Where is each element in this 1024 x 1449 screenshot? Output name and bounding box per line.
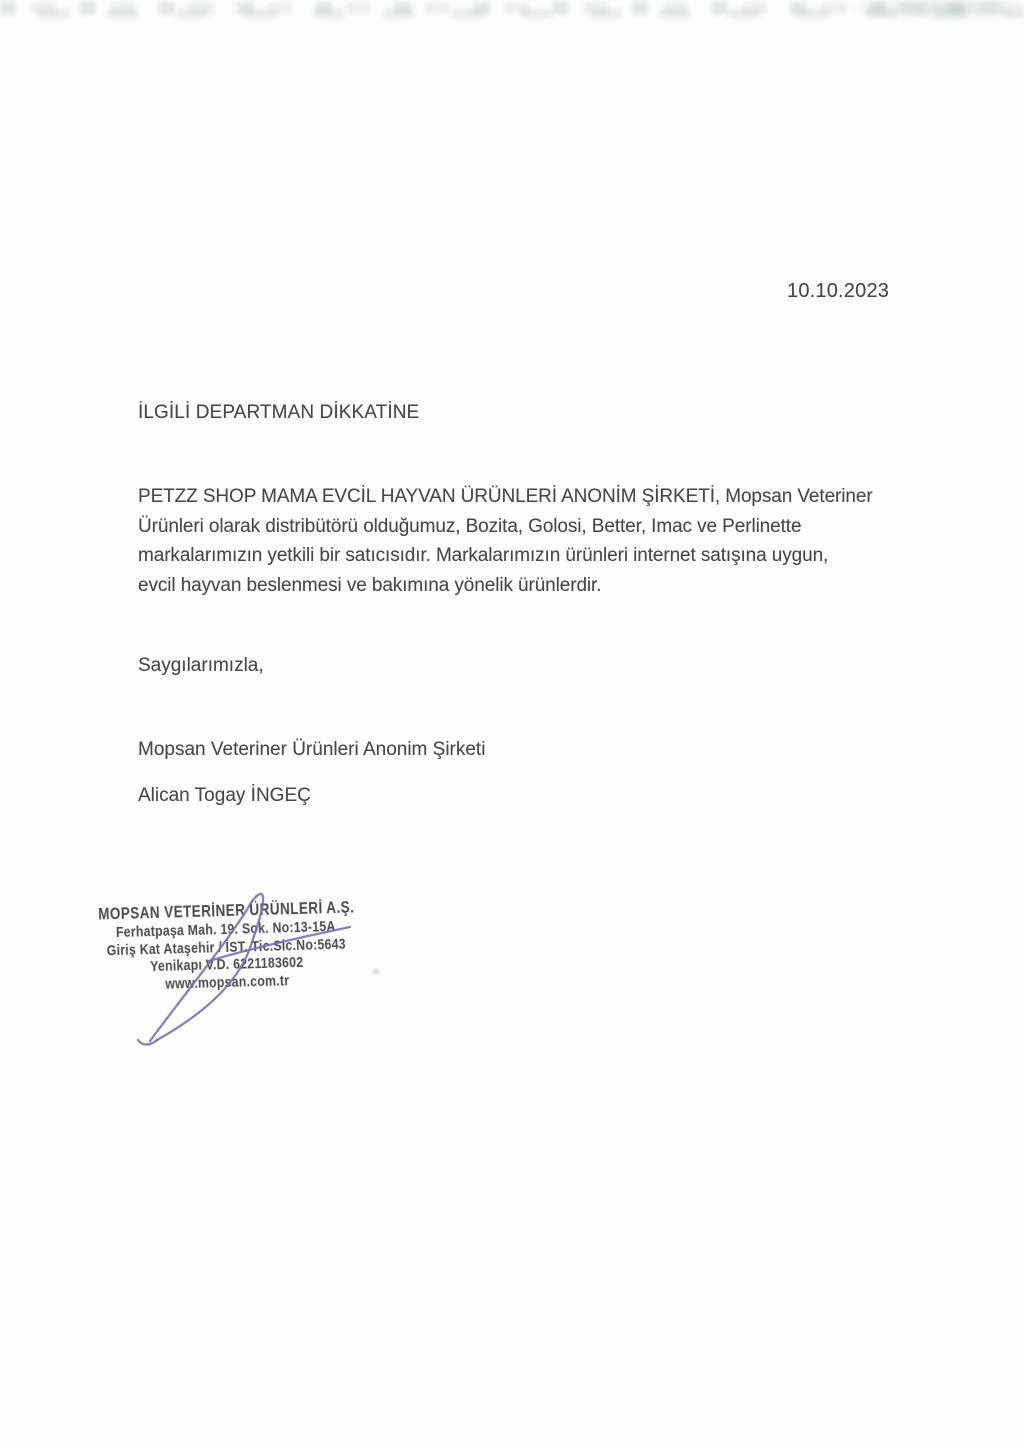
stamp-line: Giriş Kat Ataşehir / İST. Tic.Sic.No:5643 (106, 935, 347, 959)
signatory-name: Alican Togay İNGEÇ (138, 785, 311, 806)
paper-speck (373, 969, 379, 974)
stamp-line: Yenikapı V.D. 6221183602 (149, 953, 304, 976)
letter-heading: İLGİLİ DEPARTMAN DİKKATİNE (138, 402, 420, 423)
company-name: Mopsan Veteriner Ürünleri Anonim Şirketi (138, 739, 486, 760)
body-line: markalarımızın yetkili bir satıcısıdır. Markalarımızın ürünleri internet satışına uygun, (138, 545, 829, 566)
letter-body (138, 482, 873, 600)
company-stamp (98, 897, 355, 994)
body-line: evcil hayvan beslenmesi ve bakımına yönelik ürünlerdir. (138, 574, 602, 596)
body-line: Ürünleri olarak distribütörü olduğumuz, Bozita, Golosi, Better, Imac ve Perlinette (138, 515, 802, 537)
stamp-line: MOPSAN VETERİNER ÜRÜNLERİ A.Ş. (97, 898, 355, 924)
body-line: PETZZ SHOP MAMA EVCİL HAYVAN ÜRÜNLERİ ANONİM ŞİRKETİ, Mopsan Veteriner (138, 486, 873, 507)
scan-noise (794, 0, 1024, 24)
closing-text: Saygılarımızla, (138, 655, 264, 676)
letter-date: 10.10.2023 (787, 280, 890, 302)
stamp-line: Ferhatpaşa Mah. 19. Sok. No:13-15A (115, 917, 336, 942)
stamp-line: www.mopsan.com.tr (165, 971, 290, 993)
